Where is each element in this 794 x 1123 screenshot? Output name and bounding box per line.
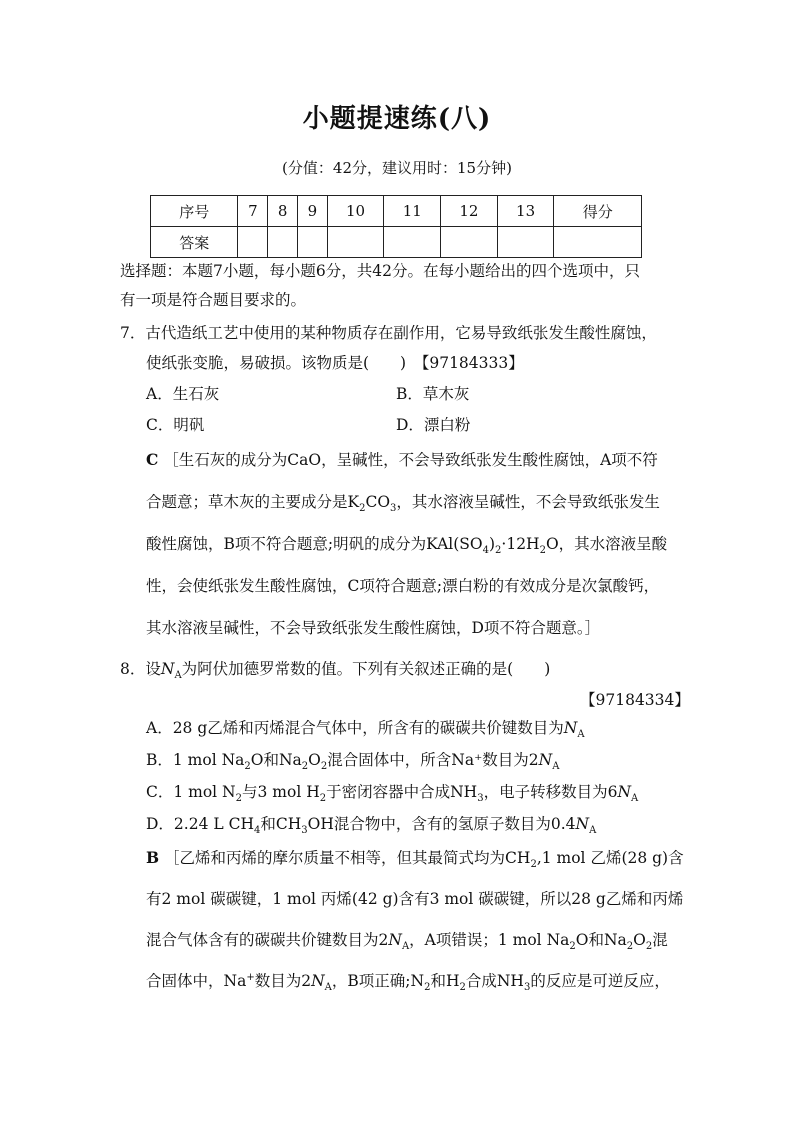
answer-table-number: 8 [268, 196, 298, 227]
q7-option-a: A．生石灰 [146, 385, 220, 403]
instructions-line: 选择题：本题7小题，每小题6分，共42分。在每小题给出的四个选项中，只 [120, 262, 640, 280]
answer-table-answer-row [151, 227, 642, 258]
q7-explanation: C ［生石灰的成分为CaO，呈碱性，不会导致纸张发生酸性腐蚀，A项不符 [146, 450, 658, 469]
answer-table-number: 13 [497, 196, 554, 227]
answer-table-number: 12 [441, 196, 498, 227]
q7-explanation: 性，会使纸张发生酸性腐蚀，C项符合题意;漂白粉的有效成分是次氯酸钙， [146, 577, 660, 595]
q8-option-d: D．2.24 L $CH_4$和$CH_3OH$混合物中，含有的氢原子数目为$0.4N_A$ [146, 815, 597, 837]
answer-cell [238, 227, 268, 258]
q7-option-d: D．漂白粉 [396, 416, 471, 434]
answer-cell [441, 227, 498, 258]
q8-option-c: C．1 mol $N_2$与3 mol $H_2$于密闭容器中合成$NH_3$，电子转移数目为$6N_A$ [146, 783, 639, 805]
answer-table-number: 9 [297, 196, 327, 227]
q7-explanation: 酸性腐蚀，B项不符合题意;明矾的成分为$KAl(SO_4)_2\cdot 12H_2O$，其水溶液呈酸 [146, 535, 668, 557]
answer-table-header-row [151, 196, 642, 227]
page-title: 小题提速练(八) [302, 104, 492, 134]
q8-explanation: 合固体中，Na+数目为$2N_A$，B项正确$;N_2$和$H_2$合成$NH_3$的反应是可逆反应， [146, 971, 670, 994]
answer-table-number: 10 [327, 196, 384, 227]
q7-option-b: B．草木灰 [396, 385, 470, 403]
q7-answer: C [146, 450, 159, 469]
q8-explanation: B ［乙烯和丙烯的摩尔质量不相等，但其最简式均为$CH_2,1$ mol 乙烯(28 g)含 [146, 848, 684, 871]
q7-option-c: C．明矾 [146, 416, 205, 434]
answer-cell [268, 227, 298, 258]
q7-explanation: 其水溶液呈碱性，不会导致纸张发生酸性腐蚀，D项不符合题意。］ [146, 619, 601, 637]
q7-stem: 7．古代造纸工艺中使用的某种物质存在副作用，它易导致纸张发生酸性腐蚀， [120, 324, 657, 342]
answer-table-number: 7 [238, 196, 268, 227]
answer-table [150, 195, 642, 258]
answer-table-number: 11 [384, 196, 441, 227]
answer-cell [554, 227, 642, 258]
answer-table-score-label: 得分 [554, 196, 642, 227]
answer-cell [497, 227, 554, 258]
q8-stem: 8．设$N_A$为阿伏加德罗常数的值。下列有关叙述正确的是( ) [120, 660, 551, 682]
instructions-line: 有一项是符合题目要求的。 [120, 291, 307, 309]
q8-explanation: 混合气体含有的碳碳共价键数目为$2N_A$，A项错误；1 mol $Na_2O$和$Na_2O_2$混 [146, 931, 668, 953]
q8-explanation: 有2 mol 碳碳键，1 mol 丙烯(42 g)含有3 mol 碳碳键，所以28 g乙烯和丙烯 [146, 890, 684, 908]
q8-code: 【97184334】 [580, 691, 690, 709]
answer-table-answer-label: 答案 [151, 227, 238, 258]
answer-cell [327, 227, 384, 258]
q8-answer: B [146, 848, 160, 867]
q8-option-a: A．28 g乙烯和丙烯混合气体中，所含有的碳碳共价键数目为$N_A$ [146, 719, 585, 741]
q7-explanation: 合题意；草木灰的主要成分是$K_2CO_3$，其水溶液呈碱性，不会导致纸张发生 [146, 493, 660, 515]
q8-option-b: B．1 mol $Na_2O$和$Na_2O_2$混合固体中，所含Na⁺数目为$2N_A$ [146, 751, 560, 773]
answer-cell [384, 227, 441, 258]
answer-table-header-label: 序号 [151, 196, 238, 227]
answer-cell [297, 227, 327, 258]
page-subtitle: (分值：42分，建议用时：15分钟) [282, 159, 512, 177]
q7-stem: 使纸张变脆，易破损。该物质是( ) 【97184333】 [146, 354, 524, 372]
